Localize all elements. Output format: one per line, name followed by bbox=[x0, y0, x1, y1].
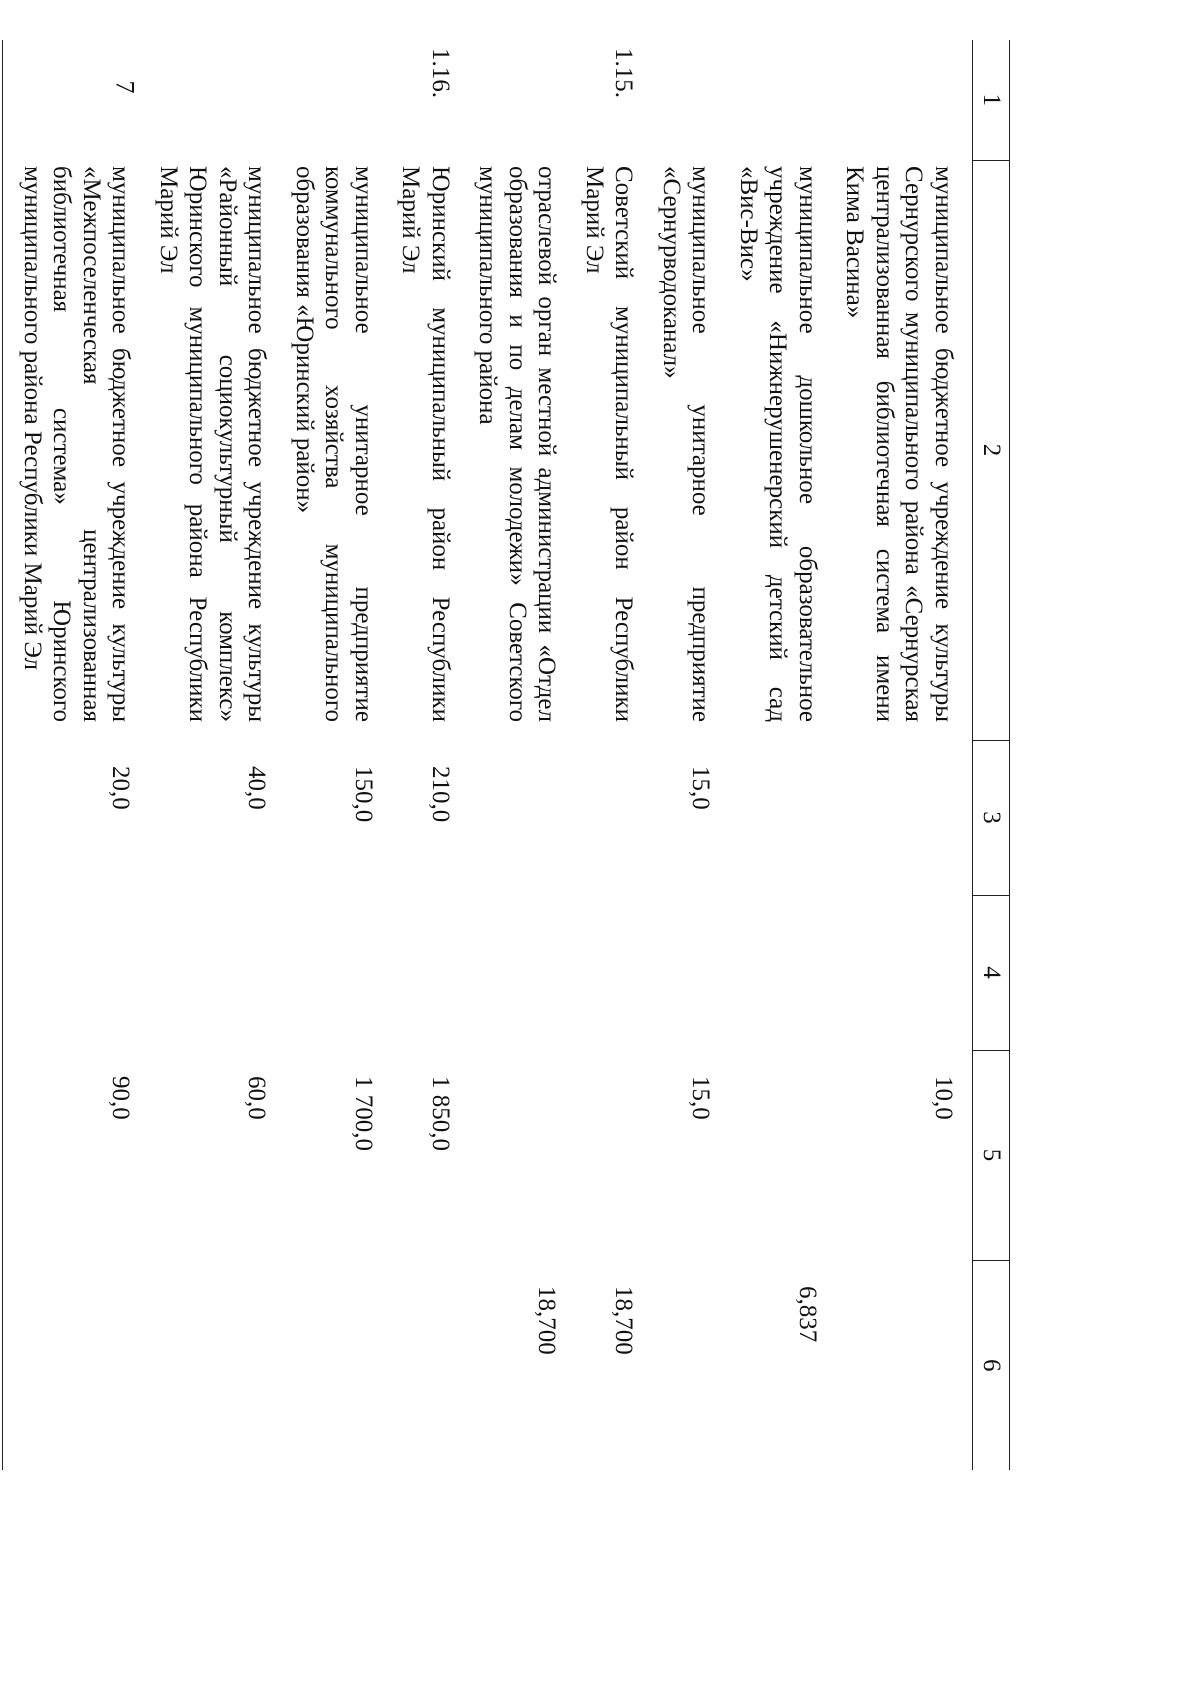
page-number: 7 bbox=[110, 80, 140, 94]
row-number bbox=[724, 40, 831, 160]
table-row bbox=[144, 40, 280, 1470]
value-col5: 1 700,0 bbox=[350, 1076, 377, 1151]
value-col3: 15,0 bbox=[687, 766, 715, 810]
value-col5 bbox=[570, 1050, 647, 1260]
value-col6: 18,700 bbox=[610, 1286, 638, 1355]
col-header-4: 4 bbox=[973, 895, 1010, 1050]
value-col4 bbox=[724, 895, 831, 1050]
value-col6 bbox=[144, 1260, 280, 1470]
value-col4 bbox=[830, 895, 973, 1050]
row-name: муниципальное унитарное предприятие «Сернурводоканал» bbox=[658, 166, 715, 722]
value-col4 bbox=[386, 895, 463, 1050]
col-header-2: 2 bbox=[973, 160, 1010, 740]
row-name: муниципальное бюджетное учреждение культуры «Районный социокультурный комплекс» Юринского муниципального района Республики Марий Эл bbox=[155, 166, 271, 722]
value-col4 bbox=[280, 895, 387, 1050]
row-number bbox=[280, 40, 387, 160]
value-col5: 60,0 bbox=[243, 1076, 271, 1120]
table-row bbox=[463, 40, 570, 1470]
row-number bbox=[3, 40, 144, 160]
value-col6 bbox=[386, 1260, 463, 1470]
col-header-1: 1 bbox=[973, 40, 1010, 160]
value-col4 bbox=[463, 895, 570, 1050]
value-col3 bbox=[724, 740, 831, 895]
value-col5: 1 850,0 bbox=[427, 1076, 454, 1151]
value-col5: 10,0 bbox=[930, 1076, 957, 1120]
table-row bbox=[830, 40, 973, 1470]
table-row bbox=[724, 40, 831, 1470]
value-col5 bbox=[724, 1050, 831, 1260]
header-row bbox=[973, 40, 1010, 1470]
row-name: Советский муниципальный район Республики Марий Эл bbox=[581, 166, 638, 722]
row-number bbox=[144, 40, 280, 160]
row-number: 1.15. bbox=[610, 48, 638, 98]
table-row bbox=[570, 40, 647, 1470]
value-col3: 20,0 bbox=[3, 740, 144, 895]
row-number: 1.16. bbox=[427, 48, 454, 98]
value-col6: 6,837 bbox=[794, 1286, 821, 1343]
row-name: муниципальное бюджетное учреждение культуры «Межпоселенческая централизованная библиотечная система» Юринского муниципального района Республики Марий Эл bbox=[3, 160, 144, 740]
value-col3 bbox=[830, 740, 973, 895]
value-col5 bbox=[463, 1050, 570, 1260]
value-col4 bbox=[144, 895, 280, 1050]
value-col6 bbox=[830, 1260, 973, 1470]
row-name: муниципальное дошкольное образовательное учреждение «Нижнерушенерский детский сад «Вис-Вис» bbox=[735, 166, 821, 722]
value-col3: 210,0 bbox=[427, 766, 454, 823]
value-col3 bbox=[463, 740, 570, 895]
table-row bbox=[647, 40, 724, 1470]
value-col4 bbox=[647, 895, 724, 1050]
row-name: муниципальное бюджетное учреждение культуры Сернурского муниципального района «Сернурская централизованная библиотечная система имени Кима Васина» bbox=[841, 166, 957, 722]
col-header-5: 5 bbox=[973, 1050, 1010, 1260]
row-number bbox=[647, 40, 724, 160]
row-name: Юринский муниципальный район Республики Марий Эл bbox=[397, 166, 454, 722]
table-row bbox=[3, 40, 144, 1470]
value-col6 bbox=[3, 1260, 144, 1470]
value-col6 bbox=[647, 1260, 724, 1470]
value-col6 bbox=[280, 1260, 387, 1470]
budget-table bbox=[3, 40, 1011, 1470]
rotated-page bbox=[19, 40, 1010, 1470]
row-number bbox=[463, 40, 570, 160]
value-col5: 15,0 bbox=[687, 1076, 715, 1120]
col-header-3: 3 bbox=[973, 740, 1010, 895]
value-col4 bbox=[570, 895, 647, 1050]
value-col3 bbox=[570, 740, 647, 895]
value-col6: 18,700 bbox=[533, 1286, 561, 1355]
row-name: муниципальное унитарное предприятие коммунального хозяйства муниципального образования «Юринский район» bbox=[291, 166, 377, 722]
table-row bbox=[280, 40, 387, 1470]
value-col3: 150,0 bbox=[350, 766, 377, 823]
value-col5: 90,0 bbox=[3, 1050, 144, 1260]
table-row bbox=[386, 40, 463, 1470]
value-col3: 40,0 bbox=[243, 766, 271, 810]
col-header-6: 6 bbox=[973, 1260, 1010, 1470]
row-name: отраслевой орган местной администрации «Отдел образования и по делам молодежи» Советского муниципального района bbox=[474, 166, 561, 722]
row-number bbox=[830, 40, 973, 160]
value-col4 bbox=[3, 895, 144, 1050]
